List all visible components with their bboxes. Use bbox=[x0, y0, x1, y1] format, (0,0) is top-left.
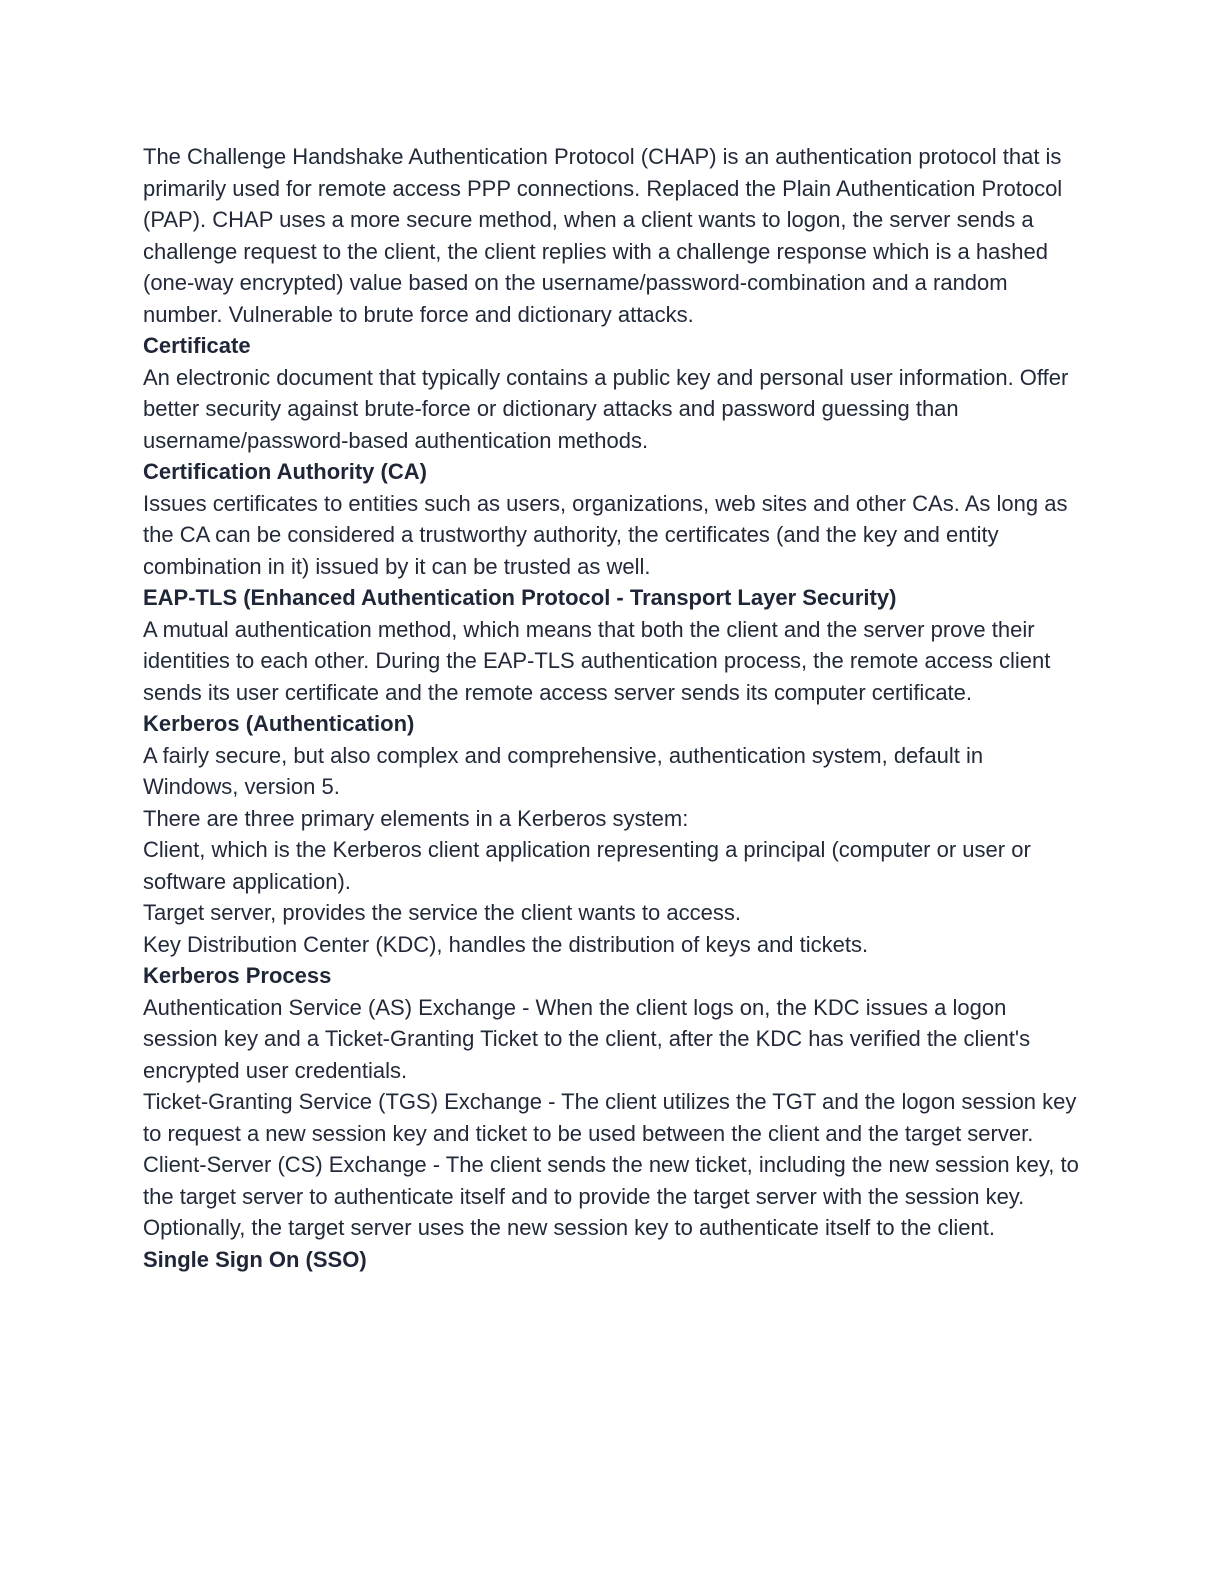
kerberos-description-paragraph: A fairly secure, but also complex and comprehensive, authentication system, default in Windows, version 5. bbox=[143, 742, 984, 799]
heading-single-sign-on: Single Sign On (SSO) bbox=[143, 1246, 367, 1272]
eap-tls-paragraph: A mutual authentication method, which means that both the client and the server prove their identities to each other. During the EAP-TLS authentication process, the remote access client sends its user certificate and the remote access server sends its computer certificate. bbox=[143, 616, 1051, 705]
kerberos-element-client: Client, which is the Kerberos client application representing a principal (computer or user or software application). bbox=[143, 837, 1031, 894]
certification-authority-paragraph: Issues certificates to entities such as users, organizations, web sites and other CAs. As long as the CA can be considered a trustworthy authority, the certificates (and the key and entity combination in it) issued by it can be trusted as well. bbox=[143, 490, 1068, 579]
kerberos-element-target-server: Target server, provides the service the client wants to access. bbox=[143, 900, 741, 925]
kerberos-cs-exchange: Client-Server (CS) Exchange - The client sends the new ticket, including the new session key, to the target server to authenticate itself and to provide the target server with the session key. Optionally, the target server uses the new session key to authenticate itself to the client. bbox=[143, 1152, 1079, 1240]
heading-certification-authority: Certification Authority (CA) bbox=[143, 459, 427, 484]
kerberos-tgs-exchange: Ticket-Granting Service (TGS) Exchange - The client utilizes the TGT and the logon session key to request a new session key and ticket to be used between the client and the target server. bbox=[143, 1089, 1077, 1146]
heading-certificate: Certificate bbox=[143, 333, 251, 358]
document-page bbox=[143, 141, 1083, 1275]
heading-kerberos-process: Kerberos Process bbox=[143, 963, 332, 988]
heading-eap-tls: EAP-TLS (Enhanced Authentication Protocol - Transport Layer Security) bbox=[143, 585, 897, 610]
kerberos-element-kdc: Key Distribution Center (KDC), handles the distribution of keys and tickets. bbox=[143, 931, 869, 957]
kerberos-as-exchange: Authentication Service (AS) Exchange - When the client logs on, the KDC issues a logon session key and a Ticket-Granting Ticket to the client, after the KDC has verified the client's encrypted user credentials. bbox=[143, 994, 1031, 1083]
chap-paragraph: The Challenge Handshake Authentication Protocol (CHAP) is an authentication protocol that is primarily used for remote access PPP connections. Replaced the Plain Authentication Protocol (PAP). CHAP uses a more secure method, when a client wants to logon, the server sends a challenge request to the client, the client replies with a challenge response which is a hashed (one-way encrypted) value based on the username/password-combination and a random number. Vulnerable to brute force and dictionary attacks. bbox=[143, 144, 1063, 327]
heading-kerberos-authentication: Kerberos (Authentication) bbox=[143, 711, 415, 736]
certificate-paragraph: An electronic document that typically contains a public key and personal user information. Offer better security against brute-force or dictionary attacks and password guessing than username/password-based authentication methods. bbox=[143, 364, 1069, 453]
kerberos-elements-intro: There are three primary elements in a Kerberos system: bbox=[143, 805, 689, 831]
